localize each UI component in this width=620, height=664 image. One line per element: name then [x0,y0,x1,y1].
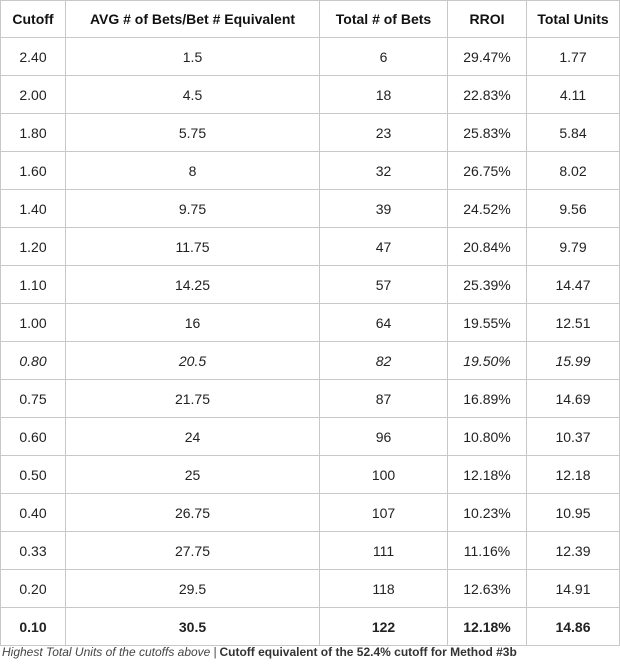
cell-avg-bets: 26.75 [66,494,320,532]
cell-avg-bets: 4.5 [66,76,320,114]
cell-total-units: 1.77 [527,38,620,76]
table-row [1,152,620,190]
cell-cutoff: 1.00 [1,304,66,342]
cell-total-bets: 57 [320,266,448,304]
cell-avg-bets: 29.5 [66,570,320,608]
cell-total-units: 12.39 [527,532,620,570]
cell-total-units: 9.79 [527,228,620,266]
cell-rroi: 12.18% [448,608,527,646]
cell-total-units: 5.84 [527,114,620,152]
cell-total-bets: 32 [320,152,448,190]
cell-rroi: 12.63% [448,570,527,608]
table-row [1,456,620,494]
table-row [1,38,620,76]
cell-avg-bets: 11.75 [66,228,320,266]
cell-cutoff: 1.80 [1,114,66,152]
cell-rroi: 22.83% [448,76,527,114]
cell-cutoff: 0.80 [1,342,66,380]
table-row [1,532,620,570]
cell-total-bets: 118 [320,570,448,608]
cell-rroi: 24.52% [448,190,527,228]
table-row-equivalent-cutoff [1,608,620,646]
table-row [1,304,620,342]
cell-avg-bets: 16 [66,304,320,342]
table-row [1,494,620,532]
cell-total-bets: 18 [320,76,448,114]
cell-avg-bets: 9.75 [66,190,320,228]
cell-total-units: 9.56 [527,190,620,228]
cell-total-bets: 6 [320,38,448,76]
table-caption [2,645,517,659]
table-row [1,190,620,228]
header-total-units: Total Units [527,1,620,38]
cell-rroi: 10.23% [448,494,527,532]
cell-cutoff: 0.10 [1,608,66,646]
caption-bold-note: Cutoff equivalent of the 52.4% cutoff for Method #3b [219,645,517,659]
table-header-row [1,1,620,38]
cell-cutoff: 2.40 [1,38,66,76]
cell-avg-bets: 20.5 [66,342,320,380]
cell-avg-bets: 5.75 [66,114,320,152]
cell-total-bets: 96 [320,418,448,456]
header-avg-bets: AVG # of Bets/Bet # Equivalent [66,1,320,38]
cell-rroi: 29.47% [448,38,527,76]
cell-cutoff: 1.40 [1,190,66,228]
cell-total-bets: 122 [320,608,448,646]
table-row-highest-units [1,342,620,380]
cell-total-units: 10.95 [527,494,620,532]
cell-total-bets: 82 [320,342,448,380]
cell-avg-bets: 8 [66,152,320,190]
cell-rroi: 25.83% [448,114,527,152]
cell-cutoff: 0.50 [1,456,66,494]
cell-avg-bets: 24 [66,418,320,456]
cell-cutoff: 0.75 [1,380,66,418]
caption-italic-note: Highest Total Units of the cutoffs above [2,645,211,659]
cell-total-units: 10.37 [527,418,620,456]
cell-rroi: 26.75% [448,152,527,190]
cell-avg-bets: 14.25 [66,266,320,304]
header-cutoff: Cutoff [1,1,66,38]
cell-avg-bets: 1.5 [66,38,320,76]
cell-total-bets: 87 [320,380,448,418]
cell-rroi: 12.18% [448,456,527,494]
cell-rroi: 19.50% [448,342,527,380]
table-row [1,570,620,608]
cell-total-units: 4.11 [527,76,620,114]
cell-total-bets: 64 [320,304,448,342]
table-row [1,266,620,304]
cell-rroi: 19.55% [448,304,527,342]
cell-total-bets: 47 [320,228,448,266]
cell-rroi: 11.16% [448,532,527,570]
cell-total-units: 14.47 [527,266,620,304]
cell-avg-bets: 30.5 [66,608,320,646]
cell-total-units: 14.91 [527,570,620,608]
cell-total-units: 12.51 [527,304,620,342]
table-row [1,380,620,418]
cell-cutoff: 1.60 [1,152,66,190]
caption-separator: | [213,645,217,659]
cell-cutoff: 0.20 [1,570,66,608]
cell-total-units: 8.02 [527,152,620,190]
cell-total-units: 14.86 [527,608,620,646]
cell-rroi: 10.80% [448,418,527,456]
cell-total-bets: 39 [320,190,448,228]
header-rroi: RROI [448,1,527,38]
cell-cutoff: 0.33 [1,532,66,570]
cell-total-units: 12.18 [527,456,620,494]
cell-total-bets: 111 [320,532,448,570]
cell-avg-bets: 27.75 [66,532,320,570]
cell-total-bets: 23 [320,114,448,152]
cell-rroi: 20.84% [448,228,527,266]
header-total-bets: Total # of Bets [320,1,448,38]
table-row [1,228,620,266]
cell-avg-bets: 21.75 [66,380,320,418]
cell-total-units: 15.99 [527,342,620,380]
cell-cutoff: 1.10 [1,266,66,304]
cell-cutoff: 1.20 [1,228,66,266]
cell-total-bets: 100 [320,456,448,494]
cell-rroi: 16.89% [448,380,527,418]
table-row [1,418,620,456]
cell-total-bets: 107 [320,494,448,532]
cell-cutoff: 0.60 [1,418,66,456]
cell-avg-bets: 25 [66,456,320,494]
cell-cutoff: 2.00 [1,76,66,114]
table-row [1,76,620,114]
cell-total-units: 14.69 [527,380,620,418]
table-row [1,114,620,152]
cell-cutoff: 0.40 [1,494,66,532]
cell-rroi: 25.39% [448,266,527,304]
